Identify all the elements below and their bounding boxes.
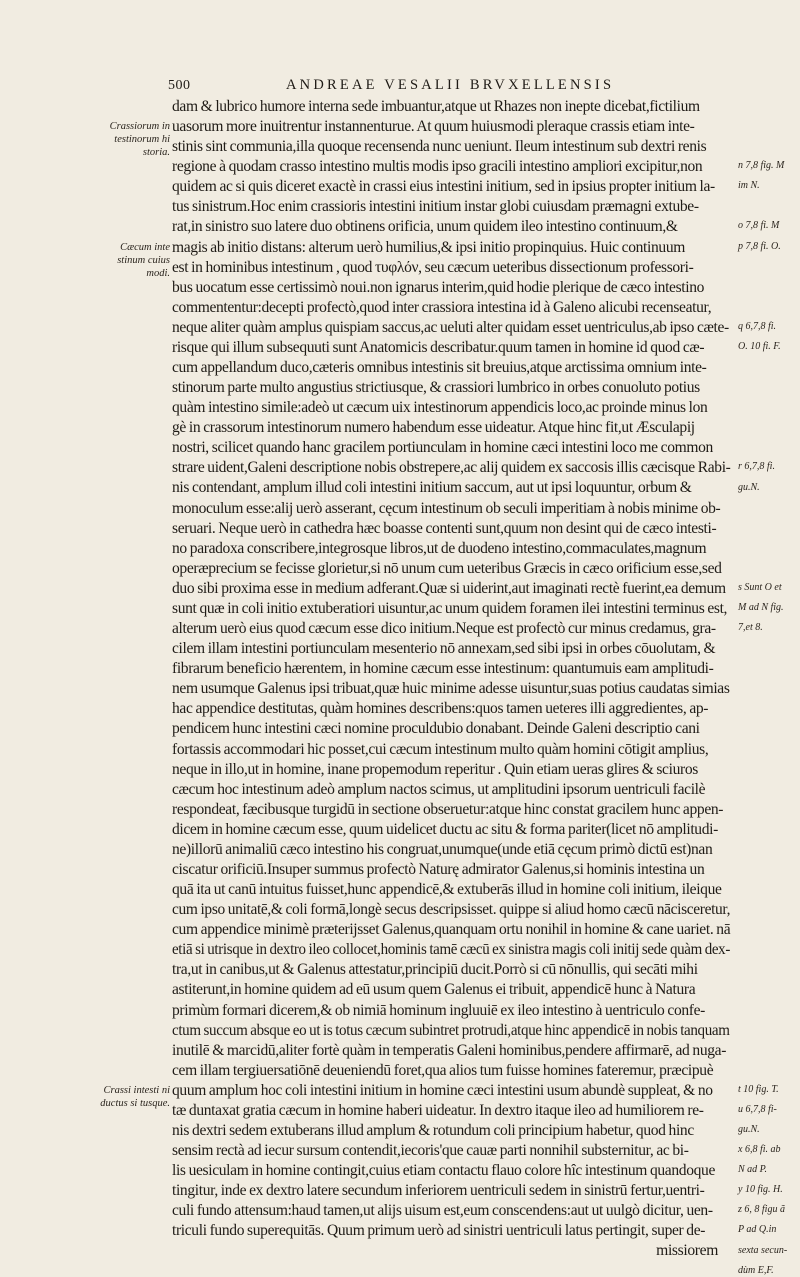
margin-reference: r 6,7,8 fi. — [738, 461, 775, 473]
text-line: missiorem — [656, 1242, 718, 1260]
text-line: quàm intestino simile:adeò ut cæcum uix intestinorum appendicis loco,ac proinde minus lon — [172, 399, 708, 417]
text-line: no paradoxa conscribere,integrosque libros,ut de duodeno intestino,commaculates,magnum — [172, 539, 707, 557]
running-head — [168, 78, 648, 96]
text-line: respondeat, fæcibusque turgidū in sectione obseruetur:atque hinc constat gracilem hunc appen- — [172, 800, 724, 818]
text-line: uasorum more inuitrentur instannenturue. At quum huiusmodi pleraque crassis etiam inte- — [172, 118, 695, 136]
margin-note: Crassi intesti ni ductus si tusque. — [100, 1084, 170, 1109]
margin-reference: P ad Q.in — [738, 1224, 777, 1236]
page-number: 500 — [168, 78, 191, 93]
margin-reference: p 7,8 fi. O. — [738, 240, 781, 252]
text-line: monoculum esse:alij uerò asserant, cęcum intestinum ob seculi imperitiam à nobis minime ob- — [172, 499, 721, 517]
text-line: cum appellandum duco,cæteris omnibus intestinis sit breuius,atque arctissima omnium inte- — [172, 359, 707, 377]
margin-reference: dùm E,F. — [738, 1264, 774, 1276]
margin-reference: gu.N. — [738, 1124, 760, 1136]
text-line: hac appendice destitutas, quàm homines describens:quos tamen ueteres illi aggredientes, ap- — [172, 700, 709, 718]
margin-note: Cæcum inte stinum cuius modi. — [117, 241, 170, 279]
text-line: nis contendant, amplum illud coli intestini initium saccum, aut ut ipsi loquuntur, orbum & — [172, 479, 692, 497]
margin-reference: n 7,8 fig. M — [738, 160, 785, 172]
text-line: triculi fundo superequitās. Quum primum uerò ad sinistri uentriculi latus pertingit, super de- — [172, 1222, 706, 1240]
text-line: est in hominibus intestinum , quod τυφλόν, seu cæcum ueteribus dissectionum professori- — [172, 258, 694, 276]
margin-reference: M ad N fig. — [738, 602, 784, 613]
text-line: tingitur, inde ex dextro latere secundum inferiorem uentriculi sedem in sinistrū fertur,uentri- — [172, 1182, 705, 1200]
margin-reference: q 6,7,8 fi. — [738, 320, 777, 332]
text-line: commententur:decepti profectò,quod inter crassiora intestina id à Galeno alicubi recenseatur, — [172, 298, 712, 316]
text-line: ctum succum absque eo ut is totus cæcum subintret protrudi,atque hinc appendicē in nobis tanquam — [172, 1021, 730, 1039]
text-line: cem illam tergiuersatiōnē deueniendū foret,qua alios tum fuisse homines fateremur, præcipuè — [172, 1061, 714, 1079]
text-line: ciscatur orificiū.Insuper summus profectò Naturę admirator Galenus,si hominis intestina un — [172, 860, 705, 878]
margin-reference: N ad P. — [738, 1164, 767, 1176]
margin-reference: sexta secun- — [738, 1244, 788, 1256]
text-line: bus uocatum esse certissimò noui.non ignarus interim,quid hodie plerique de cæco intestino — [172, 278, 705, 296]
text-line: nostri, scilicet quando hanc gracilem portiunculam in homine cæci intestini loco me common — [172, 439, 713, 457]
text-line: regione à quodam crasso intestino multis modis ipso gracili intestino ampliori excipitur,non — [172, 158, 703, 176]
text-line: nis dextri sedem extuberans illud amplum & rotundum coli principium habetur, quod hinc — [172, 1121, 694, 1139]
text-line: alterum uerò eius quod cæcum esse dico initium.Neque est profectò cur minus credamus, gra- — [172, 620, 716, 638]
text-line: gè in crassorum intestinorum numero habendum esse uideatur. Atque hinc fit,ut Æsculapij — [172, 419, 695, 437]
text-line: dam & lubrico humore interna sede imbuantur,atque ut Rhazes non inepte dicebat,fictilium — [172, 98, 700, 115]
text-line: fortassis accommodari hic posset,cui cæcum intestinum multo quàm homini cōtigit amplius, — [172, 740, 709, 758]
margin-reference: x 6,8 fi. ab — [738, 1144, 781, 1156]
margin-reference: u 6,7,8 fi- — [738, 1104, 777, 1115]
text-line: fibrarum beneficio hærentem, in homine cæcum esse intestinum: quantumuis eam amplitudi- — [172, 660, 714, 678]
text-line: cilem illam intestini portiunculam mesenterio nō annexam,sed sibi ipsi in orbes cōuolutam, & — [172, 640, 716, 658]
text-line: tus sinistrum.Hoc enim crassioris intestini initium instar globi cuiusdam præmagni extube- — [172, 198, 699, 216]
margin-reference: y 10 fig. H. — [738, 1184, 783, 1196]
text-line: sunt quæ in coli initio extuberatiori uisuntur,ac unum quidem foramen ilei intestini terminus est, — [172, 599, 728, 617]
text-line: lis uesiculam in homine contingit,cuius etiam contactu flauo colore hîc intestinum quandoque — [172, 1162, 716, 1180]
margin-reference: O. 10 fi. F. — [738, 340, 781, 352]
text-line: stinorum parte multo angustius strictiusque, & crassiori lumbrico in orbes conuoluto potius — [172, 379, 700, 397]
text-line: sensim rectà ad iecur sursum contendit,iecoris'que cauæ parti nonnihil substernitur, ac bi- — [172, 1142, 689, 1160]
text-line: magis ab initio distans: alterum uerò humilius,& ipsi initio propinquius. Huic continuum — [172, 238, 685, 256]
margin-reference: s Sunt O et — [738, 581, 782, 593]
margin-reference: gu.N. — [738, 481, 760, 493]
text-line: dicem in homine cæcum esse, quum uidelicet ductu ac situ & forma pariter(licet nō amplitudi- — [172, 820, 718, 838]
text-line: neque aliter quàm amplus quispiam saccus,ac ueluti alter quidam esset uentriculus,ab ipso cæte- — [172, 318, 729, 336]
text-line: stinis sint communia,illa quoque recensenda nunc ueniunt. Ileum intestinum sub dextri renis — [172, 138, 707, 156]
text-line: culi fundo attensum:haud tamen,ut alijs uisum est,eum conscendens:aut ut uulgò dicitur, uen- — [172, 1202, 713, 1220]
text-line: operæprecium se fecisse glorietur,si nō unum cum ueteribus Græcis in cæco orificium esse,sed — [172, 559, 722, 577]
text-line: ne)illorū animaliū cæco intestino his congruat,unumque(unde etiā cęcum primò dictū est)nan — [172, 840, 713, 858]
margin-reference: 7,et 8. — [738, 622, 763, 634]
text-line: neque in illo,ut in homine, inane propemodum reperitur . Quin etiam ueras glires & sciuros — [172, 760, 698, 778]
text-line: duo sibi proxima esse in medium adferant.Quæ si uiderint,aut imaginati rectè fuerint,ea demum — [172, 579, 726, 597]
margin-reference: t 10 fig. T. — [738, 1083, 779, 1095]
text-line: cum appendice minimè præterijsset Galenus,quanquam ortu nonihil in homine & cane uariet. nā — [172, 921, 731, 939]
text-line: quum amplum hoc coli intestini initium in homine cæci intestini usum abundè suppleat, & no — [172, 1081, 713, 1099]
text-line: cæcum hoc intestinum adeò amplum nactos scimus, ut amplitudini ipsorum uentriculi facilè — [172, 780, 706, 798]
margin-reference: o 7,8 fi. M — [738, 220, 780, 232]
margin-reference: z 6, 8 figu ã — [738, 1204, 785, 1216]
text-line: primùm formari dicerem,& ob nimiā hominum ingluuiē ex ileo intestino à uentriculo confe- — [172, 1001, 706, 1019]
text-line: pendicem hunc intestini cæci nomine proculdubio donabant. Deinde Galeni descriptio cani — [172, 720, 700, 738]
text-line: risque qui illum subsequuti sunt Anatomicis describatur.quum tamen in homine id quod cæ- — [172, 338, 705, 356]
running-title: ANDREAE VESALII BRVXELLENSIS — [286, 77, 615, 93]
margin-reference: im N. — [738, 180, 760, 192]
text-line: inutilē & marcidū,aliter fortè quàm in temperatis Galeni hominibus,pendere affirmarē, ad nuga- — [172, 1041, 727, 1059]
main-text-block — [172, 97, 732, 1262]
text-line: tra,ut in canibus,ut & Galenus attestatur,principiū ducit.Porrò si cū nōnullis, qui secāti mihi — [172, 961, 698, 979]
text-line: astiterunt,in homine quidem ad eū usum quem Galenus ei tribuit, appendicē hunc à Natura — [172, 981, 696, 999]
text-line: strare uident,Galeni descriptione nobis obstrepere,ac alij quidem ex saccosis illis cæcisque Rabi- — [172, 459, 731, 477]
text-line: quā ita ut canū intuitus fuisset,hunc appendicē,& extuberās illud in homine coli initium, ileique — [172, 881, 722, 899]
text-line: quidem ac si quis diceret exactè in crassi eius intestini initium, sed in ipsius propter initium la- — [172, 178, 715, 196]
text-line: cum ipso unitatē,& coli formā,longè secus descripsisset. quippe si aliud homo cæcū nācisceretur, — [172, 901, 731, 919]
text-line: nem usumque Galenus ipsi tribuat,quæ huic minime adesse uisuntur,suas potius caudatas simias — [172, 680, 730, 698]
text-line: etiā si utrisque in dextro ileo collocet,hominis tamē cæcū ex sinistra magis coli initij sede quàm dex- — [172, 941, 730, 959]
text-line: rat,in sinistro suo latere duo obtinens orificia, unum quidem ileo intestino continuum,& — [172, 218, 678, 236]
margin-note: Crassiorum in testinorum hi storia. — [109, 121, 170, 159]
text-line: tæ duntaxat gratia cæcum in homine haberi uideatur. In dextro itaque ileo ad humiliorem re- — [172, 1101, 704, 1119]
text-line: seruari. Neque uerò in cathedra hæc boasse contenti sunt,quum non desint qui de cæco intesti- — [172, 519, 717, 537]
